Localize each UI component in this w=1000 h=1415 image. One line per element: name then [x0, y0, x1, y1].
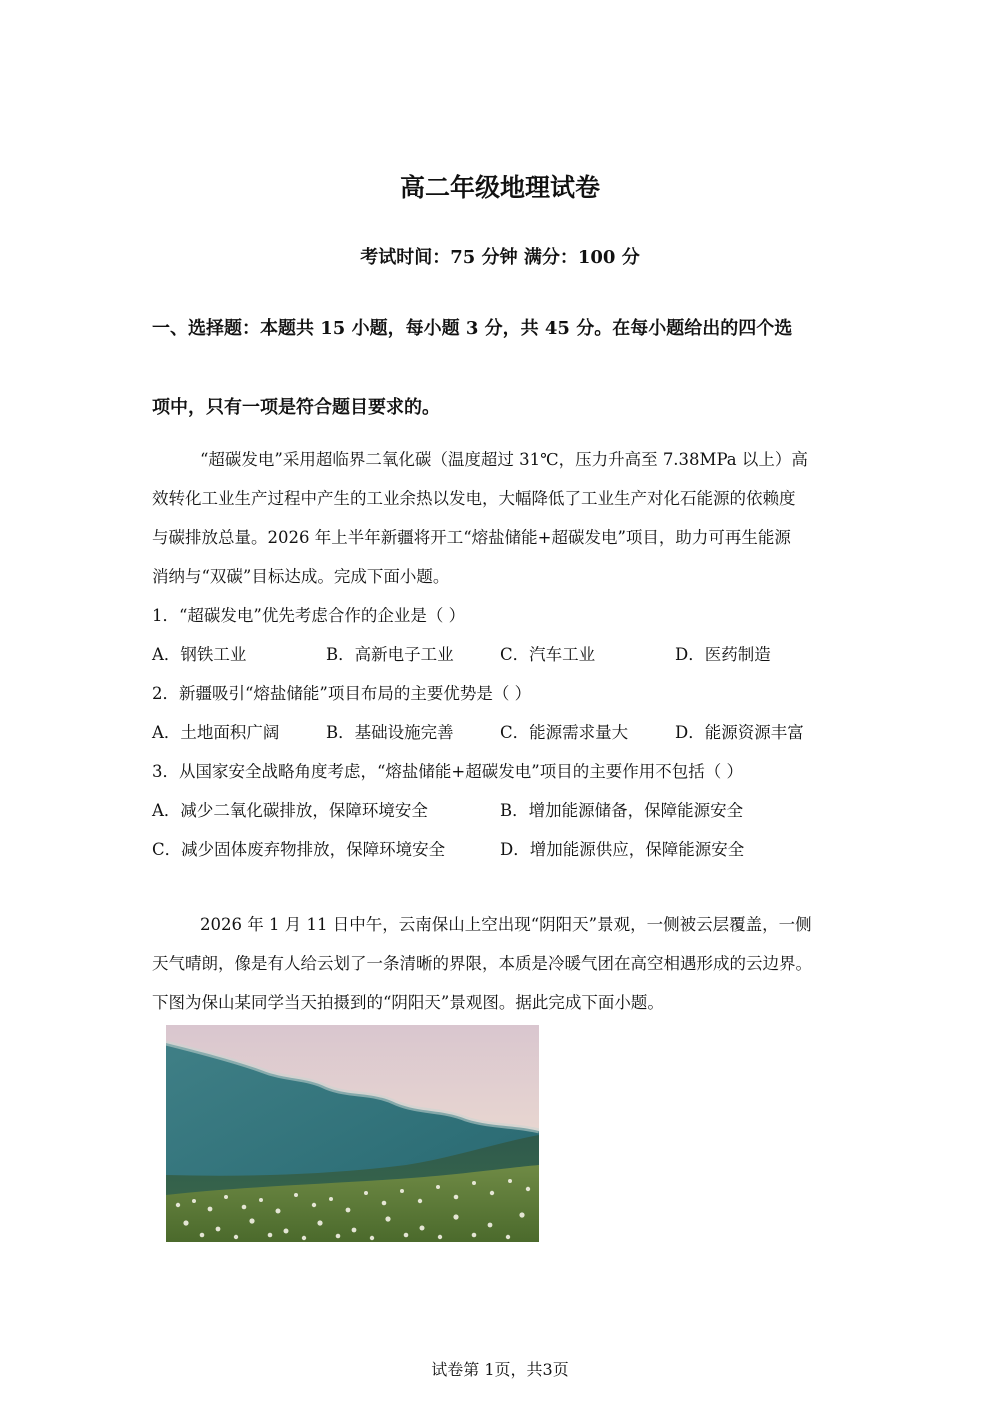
question-2-option-c: C．能源需求量大 — [500, 723, 629, 742]
page-title: 高二年级地理试卷 — [399, 173, 600, 202]
yin-yang-sky-photo — [166, 1025, 539, 1242]
question-1-option-b: B．高新电子工业 — [326, 645, 454, 664]
passage1-line-2: 效转化工业生产过程中产生的工业余热以发电，大幅降低了工业生产对化石能源的依赖度 — [152, 489, 796, 508]
exam-info: 考试时间：75 分钟 满分：100 分 — [360, 247, 640, 268]
question-2-option-d: D．能源资源丰富 — [675, 723, 804, 742]
question-1-option-a: A．钢铁工业 — [152, 645, 247, 664]
question-3-option-c: C．减少固体废弃物排放，保障环境安全 — [152, 840, 446, 859]
passage2-line-2: 天气晴朗，像是有人给云划了一条清晰的界限，本质是冷暖气团在高空相遇形成的云边界。 — [152, 954, 812, 973]
passage2-line-3: 下图为保山某同学当天拍摄到的“阴阳天”景观图。据此完成下面小题。 — [152, 993, 664, 1012]
question-1-option-d: D．医药制造 — [675, 645, 771, 664]
passage2-line-1: 2026 年 1 月 11 日中午，云南保山上空出现“阴阳天”景观，一侧被云层覆盖，一侧 — [200, 915, 812, 934]
question-2-option-b: B．基础设施完善 — [326, 723, 454, 742]
page-footer: 试卷第 1页，共3页 — [431, 1360, 569, 1379]
question-3-option-a: A．减少二氧化碳排放，保障环境安全 — [152, 801, 428, 820]
question-3-stem: 3．从国家安全战略角度考虑，“熔盐储能+超碳发电”项目的主要作用不包括（ ） — [152, 762, 743, 781]
question-1-option-c: C．汽车工业 — [500, 645, 596, 664]
question-3-option-b: B．增加能源储备，保障能源安全 — [500, 801, 744, 820]
question-2-stem: 2．新疆吸引“熔盐储能”项目布局的主要优势是（ ） — [152, 684, 532, 703]
section-heading-line-2: 项中，只有一项是符合题目要求的。 — [152, 397, 440, 418]
passage1-line-3: 与碳排放总量。2026 年上半年新疆将开工“熔盐储能+超碳发电”项目，助力可再生能源 — [152, 528, 791, 547]
question-1-stem: 1．“超碳发电”优先考虑合作的企业是（ ） — [152, 606, 466, 625]
passage1-line-1: “超碳发电”采用超临界二氧化碳（温度超过 31℃，压力升高至 7.38MPa 以上）高 — [200, 450, 808, 469]
question-3-option-d: D．增加能源供应，保障能源安全 — [500, 840, 745, 859]
section-heading-line-1: 一、选择题：本题共 15 小题，每小题 3 分，共 45 分。在每小题给出的四个选 — [152, 318, 793, 339]
question-2-option-a: A．土地面积广阔 — [152, 723, 280, 742]
passage1-line-4: 消纳与“双碳”目标达成。完成下面小题。 — [152, 567, 450, 586]
